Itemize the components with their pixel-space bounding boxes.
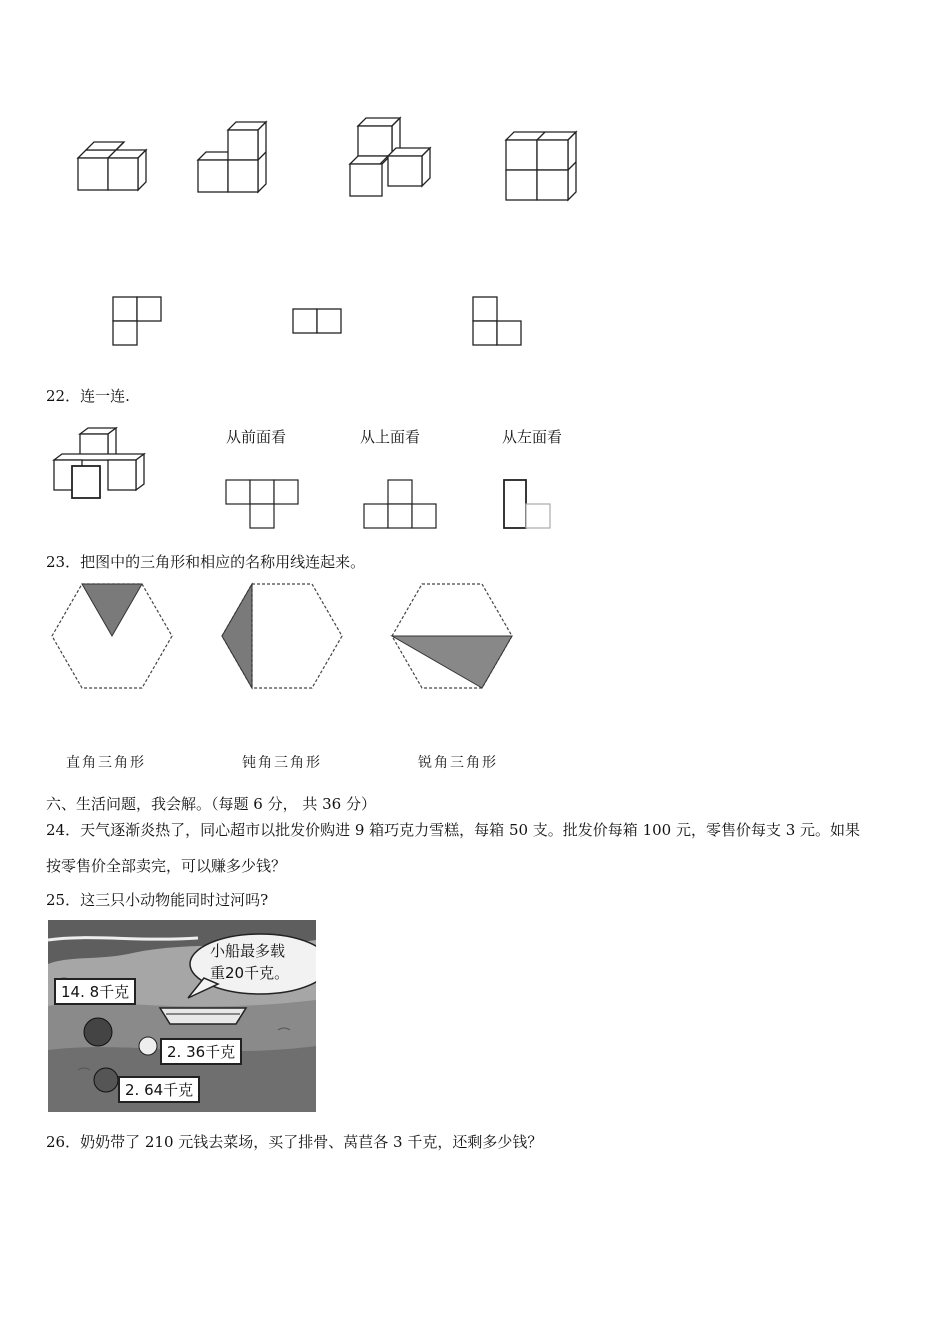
q26-heading bbox=[46, 1132, 542, 1152]
q22-text: 连一连. bbox=[80, 387, 130, 405]
view-shape-1 bbox=[112, 296, 164, 348]
q25-heading bbox=[46, 890, 268, 910]
weight-tag-third: 2. 64千克 bbox=[118, 1076, 200, 1103]
river-illustration bbox=[48, 920, 316, 1112]
bubble-line-1: 小船最多载 bbox=[210, 942, 286, 960]
section6-title: 六、生活问题，我会解。（每题 6 分， 共 36 分） bbox=[46, 795, 376, 813]
q23-heading bbox=[46, 552, 365, 572]
hexagon-acute-triangle bbox=[390, 580, 516, 692]
label-acute-triangle: 锐角三角形 bbox=[418, 755, 498, 771]
left-view-shape bbox=[502, 478, 558, 530]
q25-number: 25． bbox=[46, 891, 81, 909]
q22-solid-figure bbox=[52, 426, 152, 502]
view-shape-2 bbox=[292, 308, 344, 336]
q24-line2: 按零售价全部卖完，可以赚多少钱？ bbox=[46, 857, 287, 875]
bubble-line-2: 重20千克。 bbox=[210, 964, 290, 982]
view-label-top: 从上面看 bbox=[360, 428, 421, 446]
q22-number: 22． bbox=[46, 387, 81, 405]
hexagon-obtuse-triangle bbox=[220, 580, 346, 692]
q23-number: 23． bbox=[46, 553, 81, 571]
q24-text-1: 天气逐渐炎热了，同心超市以批发价购进 9 箱巧克力雪糕，每箱 50 支。批发价每箱 100 元，零售价每支 3 元。如果 bbox=[80, 821, 861, 839]
cube-figure-3 bbox=[348, 114, 438, 200]
speech-bubble bbox=[210, 940, 289, 984]
q26-text: 奶奶带了 210 元钱去菜场，买了排骨、莴苣各 3 千克，还剩多少钱？ bbox=[80, 1133, 543, 1151]
top-view-shape bbox=[362, 478, 442, 530]
view-shape-3 bbox=[472, 296, 524, 348]
hexagon-right-triangle bbox=[50, 580, 176, 692]
front-view-shape bbox=[224, 478, 304, 530]
q24-number: 24． bbox=[46, 821, 81, 839]
view-label-front: 从前面看 bbox=[226, 428, 287, 446]
view-label-left: 从左面看 bbox=[502, 428, 563, 446]
weight-tag-monkey: 14. 8千克 bbox=[54, 978, 136, 1005]
cube-figure-4 bbox=[502, 128, 582, 208]
label-obtuse-triangle: 钝角三角形 bbox=[242, 755, 322, 771]
q25-text: 这三只小动物能同时过河吗? bbox=[80, 891, 269, 909]
monkey-figure bbox=[84, 1018, 112, 1046]
cube-figure-1 bbox=[76, 138, 156, 194]
weight-tag-rabbit: 2. 36千克 bbox=[160, 1038, 242, 1065]
cube-figure-2 bbox=[196, 120, 276, 196]
q24-line1 bbox=[46, 820, 860, 840]
q26-number: 26． bbox=[46, 1133, 81, 1151]
label-right-triangle: 直角三角形 bbox=[66, 755, 146, 771]
q23-text: 把图中的三角形和相应的名称用线连起来。 bbox=[80, 553, 366, 571]
q22-heading bbox=[46, 386, 130, 406]
